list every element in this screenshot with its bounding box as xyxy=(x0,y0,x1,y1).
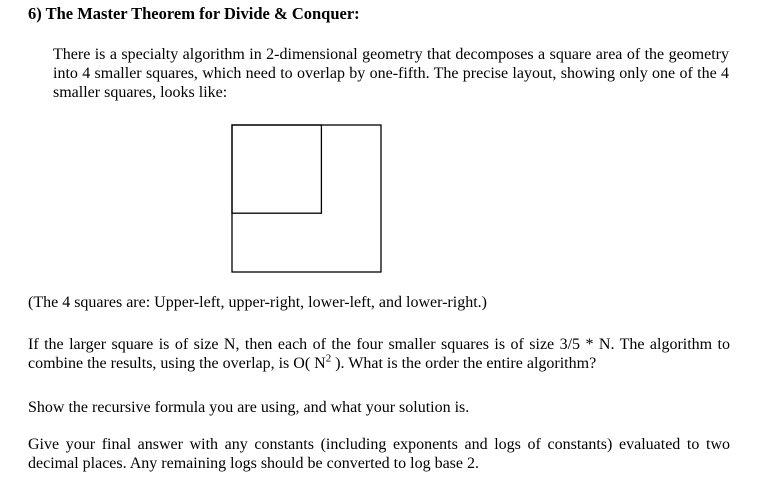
problem-text-a: If the larger square is of size N, then each of the four smaller squares is of size 3/5 * N. The algorithm to combine the results, using the overlap, is O( N xyxy=(28,336,730,372)
problem-heading: 6) The Master Theorem for Divide & Conquer: xyxy=(28,4,360,23)
problem-text-b: ). What is the order the entire algorithm? xyxy=(331,355,597,372)
exponent: 2 xyxy=(325,352,332,365)
problem-paragraph xyxy=(28,335,730,373)
instruction-paragraph: Show the recursive formula you are using, and what your solution is. xyxy=(28,399,470,416)
intro-paragraph: There is a specialty algorithm in 2-dimensional geometry that decomposes a square area of the geometry into 4 smaller squares, which need to overlap by one-fifth. The precise layout, showing only one of the 4 smaller squares, looks like: xyxy=(53,46,729,101)
final-note-paragraph: Give your final answer with any constants (including exponents and logs of constants) evaluated to two decimal places. Any remaining logs should be converted to log base 2. xyxy=(28,436,730,472)
squares-note: (The 4 squares are: Upper-left, upper-right, lower-left, and lower-right.) xyxy=(28,294,487,311)
inner-square-upper-left xyxy=(232,125,321,213)
outer-square xyxy=(232,125,381,272)
